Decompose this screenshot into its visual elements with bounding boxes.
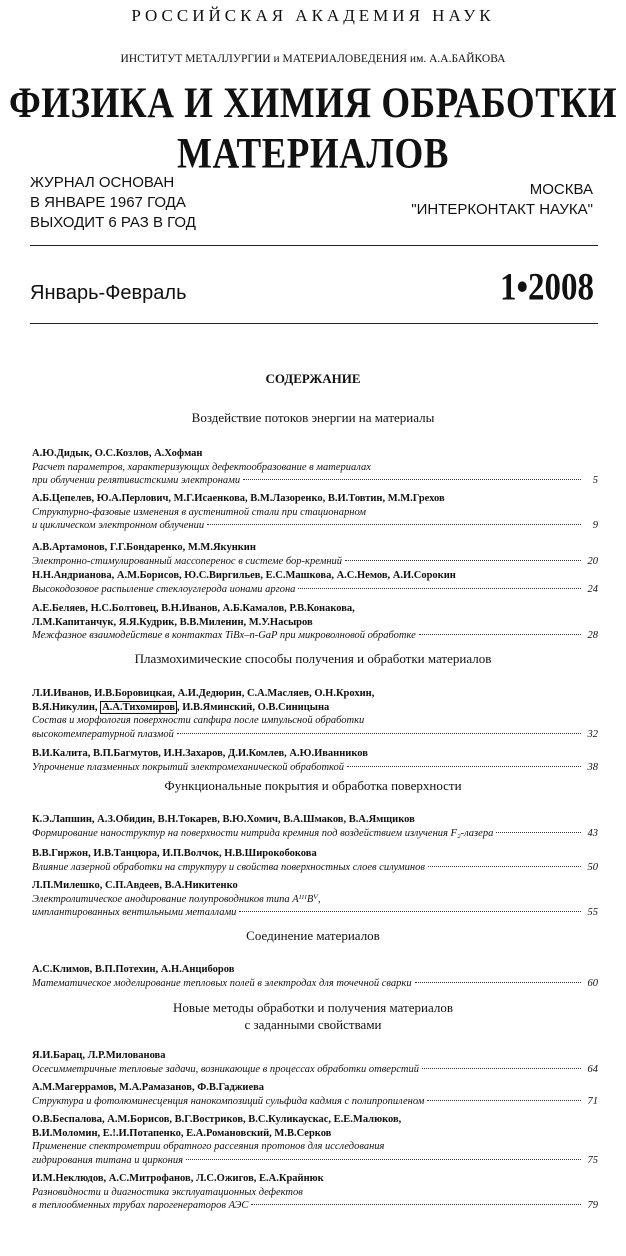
dot-leader <box>345 560 581 561</box>
dot-leader <box>251 1204 581 1205</box>
entry-title: Расчет параметров, характеризующих дефектообразование в материалах <box>32 461 371 473</box>
journal-title: ФИЗИКА И ХИМИЯ ОБРАБОТКИ МАТЕРИАЛОВ <box>9 79 617 179</box>
toc-entry[interactable] <box>32 1172 598 1213</box>
section-title-line: Плазмохимические способы получения и обработки материалов <box>134 651 492 666</box>
dot-leader <box>298 588 581 589</box>
entry-title-row <box>32 1199 598 1213</box>
issue-number: 1•2008 <box>499 266 594 310</box>
entry-authors: В.И.Калита, В.П.Багмутов, И.Н.Захаров, Д.И.Комлев, А.Ю.Иванников <box>32 748 368 759</box>
page-number: 55 <box>587 907 598 918</box>
section-title <box>0 650 626 667</box>
toc-entry[interactable] <box>32 1049 598 1076</box>
toc-entry[interactable] <box>32 747 598 774</box>
founded-line: ЖУРНАЛ ОСНОВАН <box>30 174 175 191</box>
entry-title: в теплообменных трубах парогенераторов АЭС <box>32 1200 249 1211</box>
entry-authors: А.М.Магеррамов, М.А.Рамазанов, Ф.В.Гаджиева <box>32 1082 265 1093</box>
entry-title-row <box>32 761 598 775</box>
entry-authors: Л.М.Капитанчук, Я.Я.Кудрик, В.В.Миленин, М.У.Насыров <box>32 616 313 628</box>
entry-authors: А.С.Климов, В.П.Потехин, А.Н.Анциборов <box>32 964 235 975</box>
entry-authors: Л.П.Милешко, С.П.Авдеев, В.А.Никитенко <box>32 880 238 891</box>
dot-leader <box>207 524 581 525</box>
dot-leader <box>419 634 581 635</box>
section-title-line: Новые методы обработки и получения материалов <box>173 1000 453 1015</box>
toc-entry[interactable] <box>32 541 598 568</box>
entry-authors: А.Е.Беляев, Н.С.Болтовец, В.Н.Иванов, А.Б.Камалов, Р.В.Конакова, <box>32 603 355 614</box>
entry-title-row <box>32 583 598 597</box>
entry-title-row <box>32 827 598 841</box>
entry-authors: А.В.Артамонов, Г.Г.Бондаренко, М.М.Якункин <box>32 542 256 553</box>
section-title <box>0 409 626 426</box>
entry-title: Структурно-фазовые изменения в аустенитной стали при стационарном <box>32 506 367 518</box>
page-number: 28 <box>587 630 598 641</box>
entry-title: при облучении релятивистскими электронами <box>32 475 241 486</box>
entry-title: Структура и фотолюминесценция нанокомпозиций сульфида кадмия с полипропиленом <box>32 1095 425 1107</box>
section-title <box>0 777 626 794</box>
entry-authors: Н.Н.Андрианова, А.М.Борисов, Ю.С.Виргильев, Е.С.Машкова, А.С.Немов, А.И.Сорокин <box>32 570 456 581</box>
institute-name: ИНСТИТУТ МЕТАЛЛУРГИИ и МАТЕРИАЛОВЕДЕНИЯ им. А.А.БАЙКОВА <box>120 53 506 65</box>
issue-months: Январь-Февраль <box>30 282 187 304</box>
divider-bottom <box>30 323 598 324</box>
page-number: 64 <box>587 1063 598 1075</box>
dot-leader <box>428 866 581 867</box>
founded-line: В ЯНВАРЕ 1967 ГОДА <box>30 194 186 211</box>
entry-title-row <box>32 906 598 920</box>
section-title-line: Воздействие потоков энергии на материалы <box>191 410 435 425</box>
academy-name: РОССИЙСКАЯ АКАДЕМИЯ НАУК <box>131 6 495 25</box>
toc-entry[interactable] <box>32 569 598 596</box>
section-title-line: с заданными свойствами <box>244 1017 382 1032</box>
entry-authors: А.Б.Цепелев, Ю.А.Перлович, М.Г.Исаенкова, В.М.Лазоренко, В.И.Товтин, М.М.Грехов <box>32 493 445 504</box>
entry-title-row <box>32 555 598 569</box>
contents-heading: СОДЕРЖАНИЕ <box>265 371 361 386</box>
entry-title-row <box>32 474 598 488</box>
dot-leader <box>186 1159 581 1160</box>
entry-title: высокотемпературной плазмой <box>32 728 174 740</box>
entry-title: Упрочнение плазменных покрытий электромеханической обработкой <box>32 761 345 773</box>
publisher-info <box>411 180 593 220</box>
entry-title-row <box>32 1095 598 1109</box>
entry-authors: В.В.Гиржон, И.В.Танцюра, И.П.Волчок, Н.В.Широкобокова <box>32 848 317 859</box>
entry-authors: А.Ю.Дидык, О.С.Козлов, А.Хофман <box>32 448 203 459</box>
highlighted-author: А.А.Тихомиров <box>102 701 175 713</box>
entry-title-row <box>32 1063 598 1077</box>
toc-entry[interactable] <box>32 447 598 488</box>
page-number: 50 <box>587 861 598 873</box>
dot-leader <box>239 911 581 912</box>
entry-title: Электронно-стимулированный массоперенос в системе бор-кремний <box>32 555 343 567</box>
page-number: 38 <box>587 761 598 773</box>
entry-authors: В.И.Моломин, Е.!.И.Потапенко, Е.А.Романовский, М.В.Серков <box>32 1127 332 1139</box>
entry-authors: О.В.Беспалова, А.М.Борисов, В.Г.Востриков, В.С.Куликаускас, Е.Е.Малюков, <box>32 1114 402 1125</box>
dot-leader <box>243 479 581 480</box>
section-title-line: Соединение материалов <box>246 928 380 943</box>
page-number: 60 <box>587 977 598 989</box>
dot-leader <box>415 982 581 983</box>
founded-info <box>30 173 196 233</box>
founded-line: ВЫХОДИТ 6 РАЗ В ГОД <box>30 214 196 231</box>
toc-entry[interactable] <box>32 602 598 643</box>
toc-entry[interactable] <box>32 879 598 920</box>
toc-entry[interactable] <box>32 963 598 990</box>
entry-title: Математическое моделирование тепловых полей в электродах для точечной сварки <box>32 977 412 989</box>
toc-entry[interactable] <box>32 813 598 840</box>
entry-title: Разновидности и диагностика эксплуатационных дефектов <box>32 1186 303 1198</box>
entry-title-row <box>32 861 598 875</box>
entry-title-row <box>32 629 598 643</box>
entry-title-row <box>32 519 598 533</box>
page-number: 43 <box>587 827 598 839</box>
dot-leader <box>427 1100 581 1101</box>
entry-authors: В.Я.Никулин, А.А.Тихомиров , И.В.Яминский, О.В.Синицына <box>32 701 330 713</box>
toc-entry[interactable] <box>32 492 598 533</box>
page-number: 9 <box>592 520 598 531</box>
entry-title: Состав и морфология поверхности сапфира после импульсной обработки <box>32 715 365 726</box>
page-number: 75 <box>587 1154 598 1166</box>
toc-entry[interactable] <box>32 847 598 874</box>
page-number: 5 <box>592 475 598 486</box>
entry-title: Формирование наноструктур на поверхности нитрида кремния под воздействием излучения F₂-лазера <box>32 827 494 839</box>
toc-entry[interactable] <box>32 1113 598 1167</box>
entry-title: Высокодозовое распыление стеклоуглерода ионами аргона <box>32 583 296 595</box>
page-number: 24 <box>587 583 598 595</box>
entry-title-row <box>32 1154 598 1168</box>
section-title <box>0 927 626 944</box>
entry-authors: К.Э.Лапшин, А.З.Обидин, В.Н.Токарев, В.Ю.Хомич, В.А.Шмаков, В.А.Ямщиков <box>32 814 415 825</box>
page-number: 20 <box>587 555 598 567</box>
entry-title-row <box>32 728 598 742</box>
entry-title: Осесимметричные тепловые задачи, возникающие в процессах обработки отверстий <box>32 1063 419 1075</box>
page-number: 32 <box>587 728 598 740</box>
entry-authors: Л.И.Иванов, И.В.Боровицкая, А.И.Дедюрин, С.А.Масляев, О.Н.Крохин, <box>32 688 375 699</box>
section-title <box>0 999 626 1033</box>
entry-title: Межфазное взаимодействие в контактах TiBx–n-GaP при микроволновой обработке <box>32 630 416 641</box>
entry-title: Электролитическое анодирование полупроводников типа AᴵᴵᴵBⱽ, <box>32 893 321 905</box>
toc-entry[interactable] <box>32 1081 598 1108</box>
dot-leader <box>347 766 581 767</box>
page-number: 71 <box>587 1095 598 1107</box>
entry-title: и циклическом электронном облучении <box>32 520 205 531</box>
entry-title: Влияние лазерной обработки на структуру и свойства поверхностных слоев силуминов <box>32 861 425 873</box>
entry-title: гидрирования титана и циркония <box>32 1154 183 1166</box>
publisher-name: "ИНТЕРКОНТАКТ НАУКА" <box>411 201 593 218</box>
publisher-city: МОСКВА <box>529 181 593 198</box>
entry-authors: Я.И.Барац, Л.Р.Милованова <box>32 1050 166 1061</box>
dot-leader <box>177 733 581 734</box>
dot-leader <box>496 832 581 833</box>
divider-top <box>30 245 598 246</box>
entry-authors: И.М.Неклюдов, А.С.Митрофанов, Л.С.Ожигов, Е.А.Крайнюк <box>32 1173 324 1184</box>
dot-leader <box>422 1068 581 1069</box>
entry-title: Применение спектрометрии обратного рассеяния протонов для исследования <box>32 1141 385 1152</box>
section-title-line: Функциональные покрытия и обработка поверхности <box>164 778 462 793</box>
entry-title-row <box>32 977 598 991</box>
entry-title: имплантированных вентильными металлами <box>32 907 237 918</box>
toc-entry[interactable] <box>32 687 598 741</box>
page-number: 79 <box>587 1200 598 1211</box>
